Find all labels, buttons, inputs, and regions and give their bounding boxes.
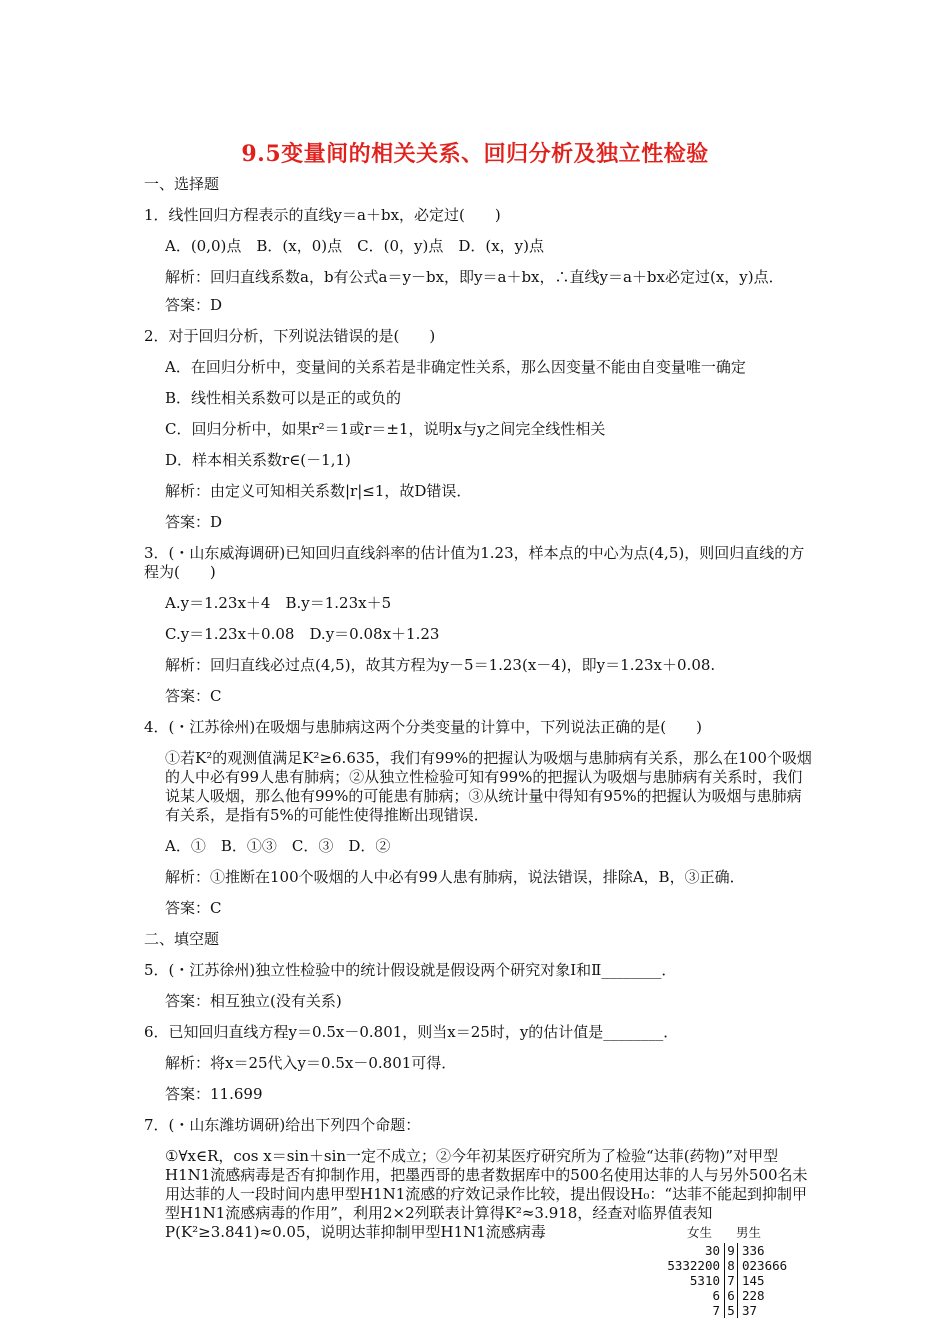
question-1: 1．线性回归方程表示的直线y＝a＋bx，必定过( )	[144, 206, 501, 224]
stem-leaf-left: 30	[704, 1243, 720, 1258]
stem-leaf-stem: 8	[724, 1258, 738, 1273]
document-body	[144, 175, 814, 1254]
question-3-answer: 答案：C	[165, 687, 222, 705]
question-6-solution: 解析：将x＝25代入y＝0.5x－0.801可得．	[165, 1054, 457, 1072]
stem-leaf-row	[652, 1258, 822, 1273]
stem-leaf-right-header: 男生	[736, 1225, 762, 1240]
question-2-solution: 解析：由定义可知相关系数|r|≤1，故D错误．	[165, 482, 472, 500]
stem-leaf-row	[652, 1303, 822, 1318]
stem-leaf-right: 145	[742, 1273, 765, 1288]
stem-leaf-left: 7	[712, 1303, 720, 1318]
stem-leaf-left: 6	[712, 1288, 720, 1303]
question-6: 6．已知回归直线方程y＝0.5x－0.801，则当x＝25时，y的估计值是________．	[144, 1023, 679, 1041]
question-3: 3．(・山东威海调研)已知回归直线斜率的估计值为1.23，样本点的中心为点(4,5)，则回归直线的方程为( )	[144, 544, 805, 581]
stem-leaf-left-header: 女生	[686, 1225, 712, 1240]
stem-leaf-left: 5332200	[667, 1258, 720, 1273]
question-5: 5．(・江苏徐州)独立性检验中的统计假设就是假设两个研究对象Ⅰ和Ⅱ________．	[144, 961, 677, 979]
question-1-options: A．(0,0)点 B．(x，0)点 C．(0，y)点 D．(x，y)点	[165, 237, 544, 255]
stem-leaf-stem: 7	[724, 1273, 738, 1288]
page-title: 9.5变量间的相关关系、回归分析及独立性检验	[241, 141, 709, 167]
stem-leaf-row	[652, 1243, 822, 1258]
question-2-option-a: A．在回归分析中，变量间的关系若是非确定性关系，那么因变量不能由自变量唯一确定	[165, 358, 746, 376]
question-7: 7．(・山东潍坊调研)给出下列四个命题：	[144, 1116, 421, 1134]
question-5-answer: 答案：相互独立(没有关系)	[165, 992, 342, 1010]
stem-leaf-right: 023666	[742, 1258, 788, 1273]
question-6-answer: 答案：11.699	[165, 1085, 263, 1103]
stem-leaf-row	[652, 1288, 822, 1303]
section-heading: 一、选择题	[144, 175, 220, 193]
stem-leaf-stem: 9	[724, 1243, 738, 1258]
question-3-options-cd: C.y＝1.23x＋0.08 D.y＝0.08x＋1.23	[165, 625, 440, 643]
stem-leaf-stem: 6	[724, 1288, 738, 1303]
question-2: 2．对于回归分析，下列说法错误的是( )	[144, 327, 436, 345]
stem-leaf-right: 336	[742, 1243, 765, 1258]
question-2-option-c: C．回归分析中，如果r²＝1或r＝±1，说明x与y之间完全线性相关	[165, 420, 606, 438]
question-4-options: A．① B．①③ C．③ D．②	[165, 837, 391, 855]
question-1-solution: 解析：回归直线系数a，b有公式a＝y－bx，即y＝a＋bx，∴直线y＝a＋bx必定过(x，y)点．	[165, 268, 784, 286]
stem-leaf-right: 37	[742, 1303, 758, 1318]
question-4: 4．(・江苏徐州)在吸烟与患肺病这两个分类变量的计算中，下列说法正确的是( )	[144, 718, 702, 736]
question-4-answer: 答案：C	[165, 899, 222, 917]
question-4-statements: ①若K²的观测值满足K²≥6.635，我们有99%的把握认为吸烟与患肺病有关系，那么在100个吸烟的人中必有99人患有肺病；②从独立性检验可知有99%的把握认为吸烟与患肺病有关系时，我们说某人吸烟，那么他有99%的可能患有肺病；③从统计量中得知有95%的把握认为吸烟与患肺病有关系，是指有5%的可能性使得推断出现错误．	[165, 749, 812, 824]
question-1-answer: 答案：D	[165, 296, 223, 314]
stem-leaf-left: 5310	[689, 1273, 720, 1288]
question-3-options-ab: A.y＝1.23x＋4 B.y＝1.23x＋5	[165, 594, 392, 612]
stem-leaf-stem: 5	[724, 1303, 738, 1318]
question-3-solution: 解析：回归直线必过点(4,5)，故其方程为y－5＝1.23(x－4)，即y＝1.23x＋0.08.	[165, 656, 716, 674]
section-heading: 二、填空题	[144, 930, 220, 948]
stem-leaf-row	[652, 1273, 822, 1288]
stem-leaf-plot	[652, 1225, 822, 1318]
question-2-answer: 答案：D	[165, 513, 223, 531]
stem-leaf-right: 228	[742, 1288, 765, 1303]
question-4-solution: 解析：①推断在100个吸烟的人中必有99人患有肺病，说法错误，排除A，B，③正确．	[165, 868, 745, 886]
question-2-option-b: B．线性相关系数可以是正的或负的	[165, 389, 402, 407]
question-2-option-d: D．样本相关系数r∈(－1,1)	[165, 451, 351, 469]
question-7-statements: ①∀x∈R，cos x＝sin＋sin一定不成立；②今年初某医疗研究所为了检验“达菲(药物)”对甲型H1N1流感病毒是否有抑制作用，把墨西哥的患者数据库中的500名使用达菲的人与另外500名未用达菲的人一段时间内患甲型H1N1流感的疗效记录作比较，提出假设H₀：“达菲不能起到抑制甲型H1N1流感病毒的作用”，利用2×2列联表计算得K²≈3.918，经查对临界值表知P(K²≥3.841)≈0.05，说明达菲抑制甲型H1N1流感病毒	[165, 1147, 808, 1241]
